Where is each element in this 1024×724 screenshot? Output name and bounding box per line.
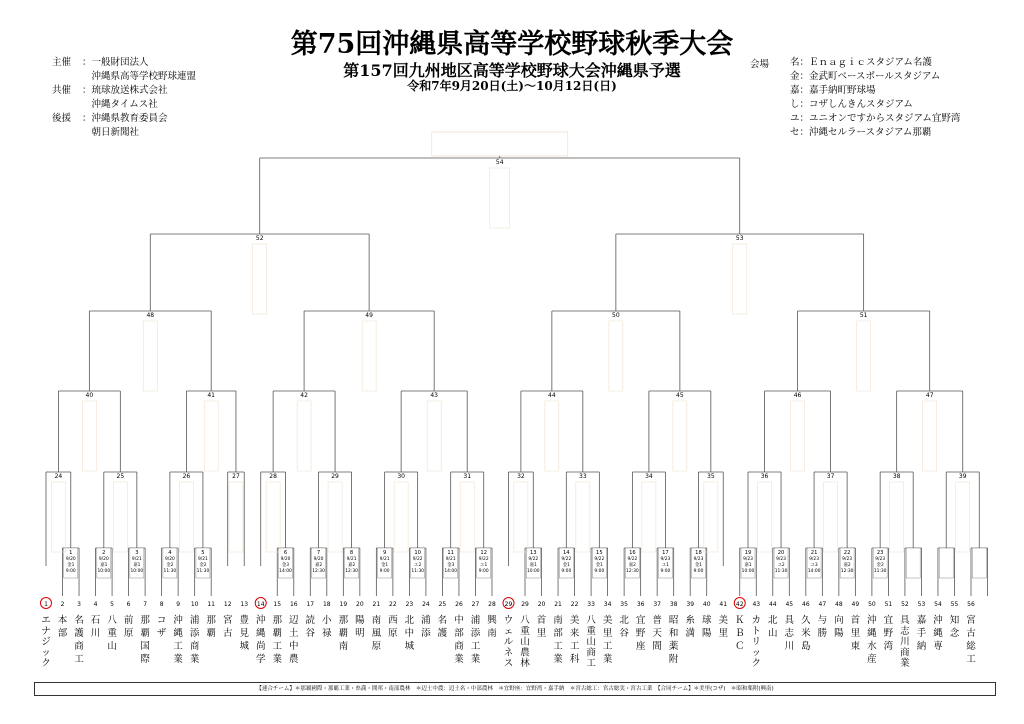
match-number: 31 — [463, 473, 472, 480]
match-number: 16 — [629, 550, 636, 556]
match-venue: 嘉2 — [843, 563, 851, 568]
match-box — [514, 482, 528, 552]
match-box — [609, 321, 623, 391]
match-date: 9/23 — [660, 557, 671, 562]
team-number: 3 — [77, 601, 81, 608]
match-box — [113, 482, 127, 552]
match-venue: ユ1 — [661, 563, 670, 568]
team-name: 久米島 — [801, 615, 811, 652]
match-box — [673, 401, 687, 471]
match-number: 8 — [349, 550, 354, 556]
team-number: 12 — [223, 601, 232, 608]
match-box — [758, 482, 772, 552]
match-time: 12:30 — [312, 569, 325, 574]
team-name: 南部工業 — [553, 615, 563, 665]
team-name: 美里工業 — [602, 615, 613, 665]
organizer-role: 共催 — [52, 85, 72, 96]
match-date: 9/22 — [412, 557, 423, 562]
team-name: 浦添工業 — [470, 615, 481, 665]
venue-row: セ：沖縄セルラースタジアム那覇 — [790, 127, 932, 138]
match-number: 40 — [85, 392, 94, 399]
match-time: 9:00 — [478, 569, 489, 574]
team-name: 陽明 — [355, 615, 365, 639]
organizer-name: 朝日新聞社 — [82, 127, 140, 138]
team-name: カトリック — [751, 615, 762, 670]
team-number: 47 — [818, 601, 827, 608]
match-venue: 嘉1 — [744, 563, 752, 568]
team-name: 具志川商業 — [900, 615, 910, 670]
team-name: 沖縄専 — [933, 615, 943, 652]
match-number: 4 — [168, 550, 172, 556]
team-name: 中部商業 — [454, 615, 464, 665]
match-box — [576, 482, 590, 552]
match-number: 48 — [146, 312, 155, 319]
team-number: 26 — [455, 601, 463, 608]
team-number: 18 — [322, 601, 331, 608]
match-venue: 金1 — [595, 563, 603, 568]
team-number: 13 — [240, 601, 249, 608]
team-name: 球陽 — [701, 615, 712, 639]
venue-row: ユ：ユニオンですからスタジアム宜野湾 — [790, 113, 961, 124]
match-time: 10:00 — [526, 569, 540, 574]
match-box — [82, 401, 96, 471]
match-number: 11 — [447, 550, 454, 556]
match-number: 35 — [707, 473, 715, 480]
match-date: 9/22 — [561, 557, 572, 562]
team-name: 読谷 — [305, 615, 316, 639]
match-box — [791, 401, 805, 471]
match-date: 9/21 — [197, 557, 208, 562]
match-time: 14:00 — [807, 569, 821, 574]
team-number: 23 — [405, 601, 414, 608]
match-time: 11:30 — [774, 569, 788, 574]
team-number: 54 — [934, 601, 942, 608]
team-name: 沖縄工業 — [173, 615, 183, 665]
match-box — [857, 321, 871, 391]
match-box — [956, 482, 970, 552]
match-time: 9:00 — [65, 569, 76, 574]
match-number: 9 — [382, 550, 387, 556]
match-box — [923, 401, 937, 471]
match-date: 9/23 — [743, 557, 753, 562]
match-venue: 金2 — [199, 563, 207, 568]
match-venue: 嘉1 — [100, 563, 108, 568]
team-name: エナジック — [41, 615, 51, 670]
match-number: 14 — [563, 550, 570, 556]
organizer-name: 沖縄県高等学校野球連盟 — [82, 71, 197, 82]
match-time: 12:30 — [345, 569, 358, 574]
match-time: 12:30 — [626, 569, 639, 574]
match-number: 28 — [269, 473, 277, 480]
venue-label: 会場 — [750, 59, 770, 70]
match-venue: 金3 — [281, 563, 290, 568]
match-number: 36 — [760, 473, 769, 480]
team-number: 42 — [735, 601, 744, 608]
team-number: 24 — [422, 601, 430, 608]
match-time: 11:30 — [411, 569, 424, 574]
team-name: 普天間 — [652, 615, 662, 652]
match-box — [704, 482, 718, 552]
page-title: 第75回沖縄県高等学校野球秋季大会 — [290, 29, 734, 60]
team-number: 9 — [176, 601, 181, 608]
team-name: 宮古総工 — [966, 615, 976, 665]
match-time: 14:00 — [279, 569, 292, 574]
venue-row: 名：Ｅｎａｇｉｃスタジアム名護 — [790, 57, 932, 68]
team-name: 那覇工業 — [272, 615, 283, 665]
team-name: 豊見城 — [239, 615, 249, 652]
team-number: 15 — [273, 601, 282, 608]
match-number: 24 — [54, 473, 63, 480]
tournament-dates: 令和7年9月20日(土)～10月12日(日) — [407, 79, 617, 93]
team-name: 南風原 — [371, 615, 382, 652]
team-name: 小禄 — [322, 615, 332, 639]
match-number: 20 — [777, 550, 785, 556]
organizer-name: ：沖縄県教育委員会 — [82, 113, 168, 124]
match-number: 29 — [331, 473, 339, 480]
match-date: 9/22 — [594, 557, 605, 562]
team-name: 宜野座 — [635, 615, 646, 652]
match-box — [253, 244, 267, 314]
team-number: 48 — [835, 601, 843, 608]
match-venue: 嘉2 — [314, 563, 323, 568]
match-time: 9:00 — [379, 569, 390, 574]
team-number: 22 — [570, 601, 579, 608]
team-number: 55 — [950, 601, 959, 608]
match-time: 14:00 — [444, 569, 458, 574]
team-number: 40 — [702, 601, 711, 608]
match-number: 13 — [529, 550, 537, 556]
match-box — [460, 482, 474, 552]
team-name: 首里 — [536, 615, 547, 639]
match-number: 18 — [695, 550, 702, 556]
team-number: 36 — [636, 601, 645, 608]
team-number: 10 — [190, 601, 199, 608]
match-number: 39 — [958, 473, 967, 480]
champion-box — [432, 132, 568, 156]
match-venue: 金2 — [876, 563, 884, 568]
match-date: 9/23 — [875, 557, 886, 562]
team-name: 美里 — [718, 615, 728, 639]
match-box — [939, 548, 953, 578]
team-name: 宮古 — [222, 615, 233, 639]
team-number: 25 — [438, 601, 447, 608]
match-number: 15 — [596, 550, 603, 556]
venue-row: 金：金武町ベースボールスタジアム — [790, 71, 941, 82]
match-date: 9/23 — [809, 557, 820, 562]
team-name: 沖縄尚学 — [255, 615, 266, 665]
match-date: 9/21 — [445, 557, 456, 562]
team-name: 那覇国際 — [140, 615, 150, 665]
team-number: 45 — [785, 601, 794, 608]
match-time: 9:00 — [594, 569, 605, 574]
match-box — [642, 482, 656, 552]
team-name: 名護商工 — [74, 615, 84, 665]
match-box — [824, 482, 838, 552]
match-box — [179, 482, 193, 552]
match-date: 9/21 — [131, 557, 142, 562]
match-number: 27 — [232, 473, 240, 480]
team-name: 昭和薬附 — [668, 615, 679, 665]
match-number: 30 — [397, 473, 405, 480]
match-venue: 金1 — [381, 563, 389, 568]
team-name: 興南 — [487, 615, 497, 639]
match-date: 9/23 — [842, 557, 853, 562]
match-box — [204, 401, 218, 471]
match-number: 10 — [414, 550, 421, 556]
match-venue: ユ2 — [414, 563, 422, 568]
team-number: 46 — [802, 601, 810, 608]
match-date: 9/22 — [627, 557, 638, 562]
team-number: 44 — [768, 601, 777, 608]
team-number: 21 — [372, 601, 381, 608]
team-name: 八重山 — [107, 615, 117, 652]
team-number: 4 — [93, 601, 98, 608]
team-name: 知念 — [949, 615, 960, 639]
team-number: 21 — [554, 601, 562, 608]
match-box — [297, 401, 311, 471]
team-number: 7 — [143, 601, 148, 608]
match-number: 23 — [876, 550, 884, 556]
match-number: 17 — [662, 550, 669, 556]
match-number: 51 — [859, 312, 868, 319]
match-number: 25 — [116, 473, 125, 480]
team-number: 5 — [110, 601, 114, 608]
match-time: 12:30 — [840, 569, 854, 574]
match-box — [229, 482, 243, 552]
team-number: 11 — [207, 601, 215, 608]
footer-notes: 【連合チーム】＊那覇國際・那覇工業・糸満・開邦・南部農林 ＊辺土中農：辺土名・中部農林 ＊宜野座：宜野湾・嘉手納 ＊宮古総工：宮古総実・宮古工業 【合同チーム】＊美里(コザ) ＊昭和薬附(興南) — [34, 682, 996, 696]
match-number: 37 — [826, 473, 835, 480]
final-match-box — [490, 168, 510, 228]
team-name: 那覇 — [206, 615, 216, 639]
team-number: 27 — [471, 601, 480, 608]
team-name: 浦添 — [421, 615, 431, 639]
match-number: 5 — [201, 550, 205, 556]
match-venue: 嘉1 — [529, 563, 537, 568]
team-name: 北中城 — [404, 615, 415, 652]
team-name: 那覇南 — [338, 615, 349, 652]
match-number: 52 — [255, 235, 264, 242]
match-number: 42 — [300, 392, 308, 399]
match-venue: 嘉2 — [347, 563, 356, 568]
team-number: 19 — [339, 601, 348, 608]
match-date: 9/22 — [528, 557, 539, 562]
team-name: 北山 — [768, 615, 778, 639]
team-number: 52 — [901, 601, 909, 608]
team-name: 北谷 — [619, 615, 629, 639]
match-box — [51, 482, 65, 552]
match-box — [394, 482, 408, 552]
team-number: 38 — [669, 601, 678, 608]
match-number: 49 — [365, 312, 373, 319]
match-venue: 金1 — [67, 563, 75, 568]
match-time: 11:30 — [196, 569, 210, 574]
match-number: 26 — [182, 473, 191, 480]
match-date: 9/21 — [379, 557, 390, 562]
team-number: 28 — [488, 601, 496, 608]
match-box — [972, 548, 986, 578]
team-number: 16 — [289, 601, 298, 608]
match-time: 11:30 — [873, 569, 887, 574]
match-venue: 嘉1 — [133, 563, 141, 568]
match-date: 9/20 — [65, 557, 76, 562]
team-number: 29 — [521, 601, 529, 608]
match-date: 9/21 — [346, 557, 357, 562]
match-number: 19 — [744, 550, 752, 556]
match-time: 9:00 — [693, 569, 704, 574]
team-name: 具志川 — [784, 615, 795, 652]
team-name: ＫＢＣ — [734, 615, 745, 652]
match-number: 45 — [676, 392, 684, 399]
team-name: 西原 — [388, 615, 398, 639]
match-number: 44 — [548, 392, 556, 399]
team-number: 49 — [851, 601, 860, 608]
team-name: 八重山農林 — [520, 615, 530, 670]
match-number: 1 — [69, 550, 73, 556]
team-number: 20 — [356, 601, 364, 608]
team-number: 14 — [256, 601, 265, 608]
match-number: 41 — [207, 392, 215, 399]
match-number: 50 — [612, 312, 620, 319]
match-date: 9/23 — [693, 557, 704, 562]
match-venue: ユ1 — [480, 563, 488, 568]
team-name: 首里東 — [850, 615, 861, 652]
match-box — [890, 482, 904, 552]
team-number: 41 — [719, 601, 728, 608]
match-date: 9/20 — [98, 557, 109, 562]
match-number: 53 — [735, 235, 744, 242]
team-name: 名護 — [437, 615, 448, 639]
team-number: 51 — [884, 601, 893, 608]
team-name: 宜野湾 — [883, 615, 894, 652]
match-time: 9:00 — [561, 569, 572, 574]
team-name: 与勝 — [817, 615, 828, 639]
match-number: 46 — [793, 392, 802, 399]
team-number: 20 — [537, 601, 546, 608]
team-number: 2 — [60, 601, 65, 608]
match-box — [906, 548, 920, 578]
page-subtitle: 第157回九州地区高等学校野球大会沖縄県予選 — [343, 61, 681, 80]
team-number: 33 — [587, 601, 595, 608]
team-number: 22 — [389, 601, 397, 608]
organizer-name: ：琉球放送株式会社 — [82, 85, 168, 96]
final-match-number: 54 — [495, 159, 504, 166]
match-number: 3 — [135, 550, 139, 556]
match-venue: ユ3 — [810, 563, 818, 568]
team-number: 43 — [752, 601, 761, 608]
match-venue: 金3 — [447, 563, 455, 568]
venue-row: し：コザしんきんスタジアム — [790, 99, 913, 110]
match-venue: 金2 — [166, 563, 174, 568]
team-number: 53 — [917, 601, 926, 608]
match-time: 10:00 — [741, 569, 755, 574]
match-time: 9:00 — [660, 569, 671, 574]
match-number: 47 — [925, 392, 934, 399]
team-name: 前原 — [123, 615, 134, 639]
team-name: 八重山商工 — [586, 615, 596, 670]
team-name: 浦添商業 — [189, 615, 200, 665]
match-box — [733, 244, 747, 314]
team-number: 39 — [686, 601, 695, 608]
match-date: 9/23 — [776, 557, 786, 562]
team-number: 35 — [620, 601, 628, 608]
match-venue: ユ2 — [777, 563, 785, 568]
match-date: 9/20 — [280, 557, 291, 562]
match-box — [328, 482, 342, 552]
match-number: 7 — [316, 550, 321, 556]
venue-row: 嘉：嘉手納町野球場 — [790, 85, 876, 96]
team-name: 沖縄水産 — [867, 615, 877, 665]
team-number: 17 — [306, 601, 315, 608]
team-name: 嘉手納 — [916, 615, 927, 652]
team-name: ウェルネス — [503, 615, 514, 670]
team-name: 本部 — [57, 615, 68, 639]
match-number: 21 — [810, 550, 818, 556]
team-number: 50 — [868, 601, 876, 608]
match-venue: 金1 — [694, 563, 703, 568]
match-number: 33 — [579, 473, 587, 480]
organizer-role: 後援 — [52, 113, 72, 124]
team-name: 向陽 — [834, 615, 844, 639]
match-date: 9/22 — [478, 557, 489, 562]
team-number: 6 — [126, 601, 131, 608]
organizer-name: 沖縄タイムス社 — [82, 99, 158, 110]
match-date: 9/20 — [164, 557, 175, 562]
match-venue: 金1 — [562, 563, 570, 568]
match-venue: 嘉2 — [628, 563, 636, 568]
team-name: 石川 — [90, 615, 101, 639]
match-time: 11:30 — [163, 569, 177, 574]
team-number: 56 — [967, 601, 975, 608]
team-name: 辺土中農 — [289, 615, 299, 665]
match-box — [362, 321, 376, 391]
match-number: 32 — [517, 473, 525, 480]
team-name: 糸満 — [685, 615, 695, 639]
team-number: 29 — [504, 601, 513, 608]
match-box — [545, 401, 559, 471]
match-number: 2 — [102, 550, 106, 556]
team-number: 1 — [44, 601, 48, 608]
match-box — [266, 482, 280, 552]
team-name: コザ — [156, 615, 167, 639]
match-number: 6 — [283, 550, 288, 556]
match-number: 12 — [480, 550, 488, 556]
team-number: 37 — [653, 601, 661, 608]
match-date: 9/20 — [313, 557, 324, 562]
team-number: 8 — [159, 601, 164, 608]
organizer-name: ：一般財団法人 — [82, 57, 149, 68]
match-number: 43 — [430, 392, 438, 399]
match-number: 22 — [843, 550, 851, 556]
match-box — [427, 401, 441, 471]
match-number: 38 — [892, 473, 901, 480]
team-name: 美来工科 — [569, 615, 580, 665]
match-time: 10:00 — [130, 569, 144, 574]
organizer-role: 主催 — [52, 57, 72, 68]
match-time: 10:00 — [97, 569, 111, 574]
match-number: 34 — [645, 473, 653, 480]
team-number: 34 — [603, 601, 612, 608]
match-box — [143, 321, 157, 391]
